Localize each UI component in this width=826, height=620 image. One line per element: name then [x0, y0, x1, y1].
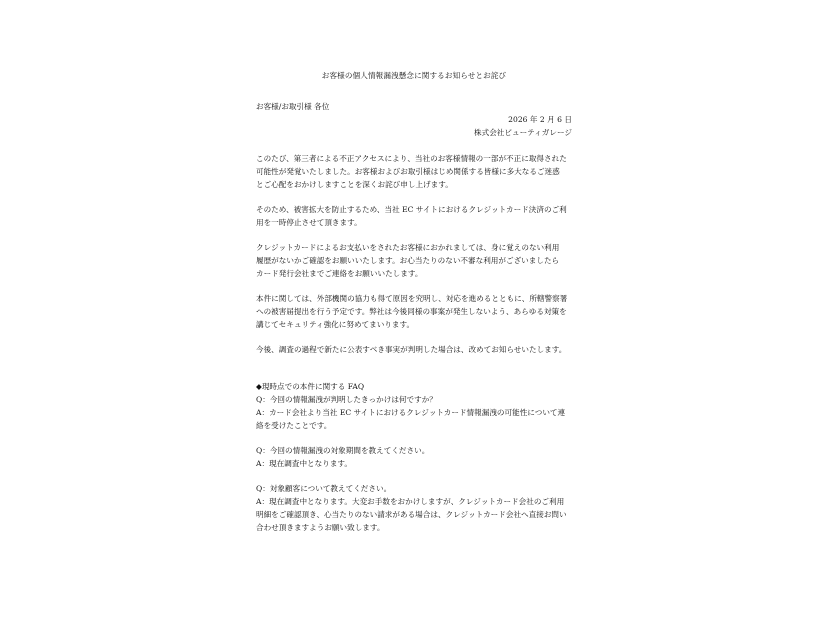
paragraph-investigation	[256, 292, 572, 331]
notice-document	[256, 70, 572, 534]
faq-answer-line: A：現在調査中となります。	[256, 459, 352, 468]
document-title: お客様の個人情報漏洩懸念に関するお知らせとお詫び	[321, 71, 507, 80]
faq-section	[256, 380, 572, 432]
paragraph-line: カード発行会社までご連絡をお願いいたします。	[256, 269, 423, 278]
faq-answer-line: 明細をご確認頂き、心当たりのない請求がある場合は、クレジットカード会社へ直接お問い	[256, 510, 567, 519]
paragraph-future-notice	[256, 343, 572, 356]
paragraph-line: 履歴がないかご確認をお願いいたします。お心当たりのない不審な利用がございましたら	[256, 256, 560, 265]
paragraph-suspension	[256, 203, 572, 229]
paragraph-line: 今後、調査の過程で新たに公表すべき事実が判明した場合は、改めてお知らせいたします。	[256, 345, 567, 354]
faq-answer-line: A：現在調査中となります。大変お手数をおかけしますが、クレジットカード会社のご利用	[256, 497, 565, 506]
paragraph-line: 可能性が発覚いたしました。お客様およびお取引様はじめ関係する皆様に多大なるご迷惑	[256, 167, 560, 176]
paragraph-line: 用を一時停止させて頂きます。	[256, 218, 362, 227]
company-name: 株式会社ビューティガレージ	[474, 128, 572, 137]
paragraph-line: 講じてセキュリティ強化に努めてまいります。	[256, 320, 415, 329]
faq-question: Q：対象顧客について教えてください。	[256, 484, 392, 493]
paragraph-line: クレジットカードによるお支払いをされたお客様におかれましては、身に覚えのない利用	[256, 243, 560, 252]
paragraph-incident	[256, 152, 572, 191]
faq-question: Q：今回の情報漏洩の対象期間を教えてください。	[256, 446, 430, 455]
paragraph-line: への被害届提出を行う予定です。弊社は今後同様の事案が発生しないよう、あらゆる対策を	[256, 307, 567, 316]
paragraph-line: 本件に関しては、外部機関の協力も得て原因を究明し、対応を進めるとともに、所轄警察署	[256, 294, 568, 303]
paragraph-line: とご心配をおかけしますことを深くお詫び申し上げます。	[256, 180, 453, 189]
paragraph-line: このたび、第三者による不正アクセスにより、当社のお客様情報の一部が不正に取得された	[256, 154, 567, 163]
paragraph-card-check	[256, 241, 572, 280]
faq-question: Q：今回の情報漏洩が判明したきっかけは何ですか？	[256, 395, 437, 404]
faq-item-customers	[256, 482, 572, 534]
faq-answer-line: 合わせ頂きますようお願い致します。	[256, 523, 385, 532]
faq-answer-line: 絡を受けたことです。	[256, 421, 332, 430]
paragraph-line: そのため、被害拡大を防止するため、当社 EC サイトにおけるクレジットカード決済のご利	[256, 205, 567, 214]
issue-date: 2026 年 2 月 6 日	[508, 115, 572, 124]
addressee: お客様/お取引様 各位	[256, 102, 330, 111]
faq-heading: ◆現時点での本件に関する FAQ	[256, 382, 365, 391]
faq-answer-line: A：カード会社より当社 EC サイトにおけるクレジットカード情報漏洩の可能性について連	[256, 408, 566, 417]
faq-item-period	[256, 444, 572, 470]
